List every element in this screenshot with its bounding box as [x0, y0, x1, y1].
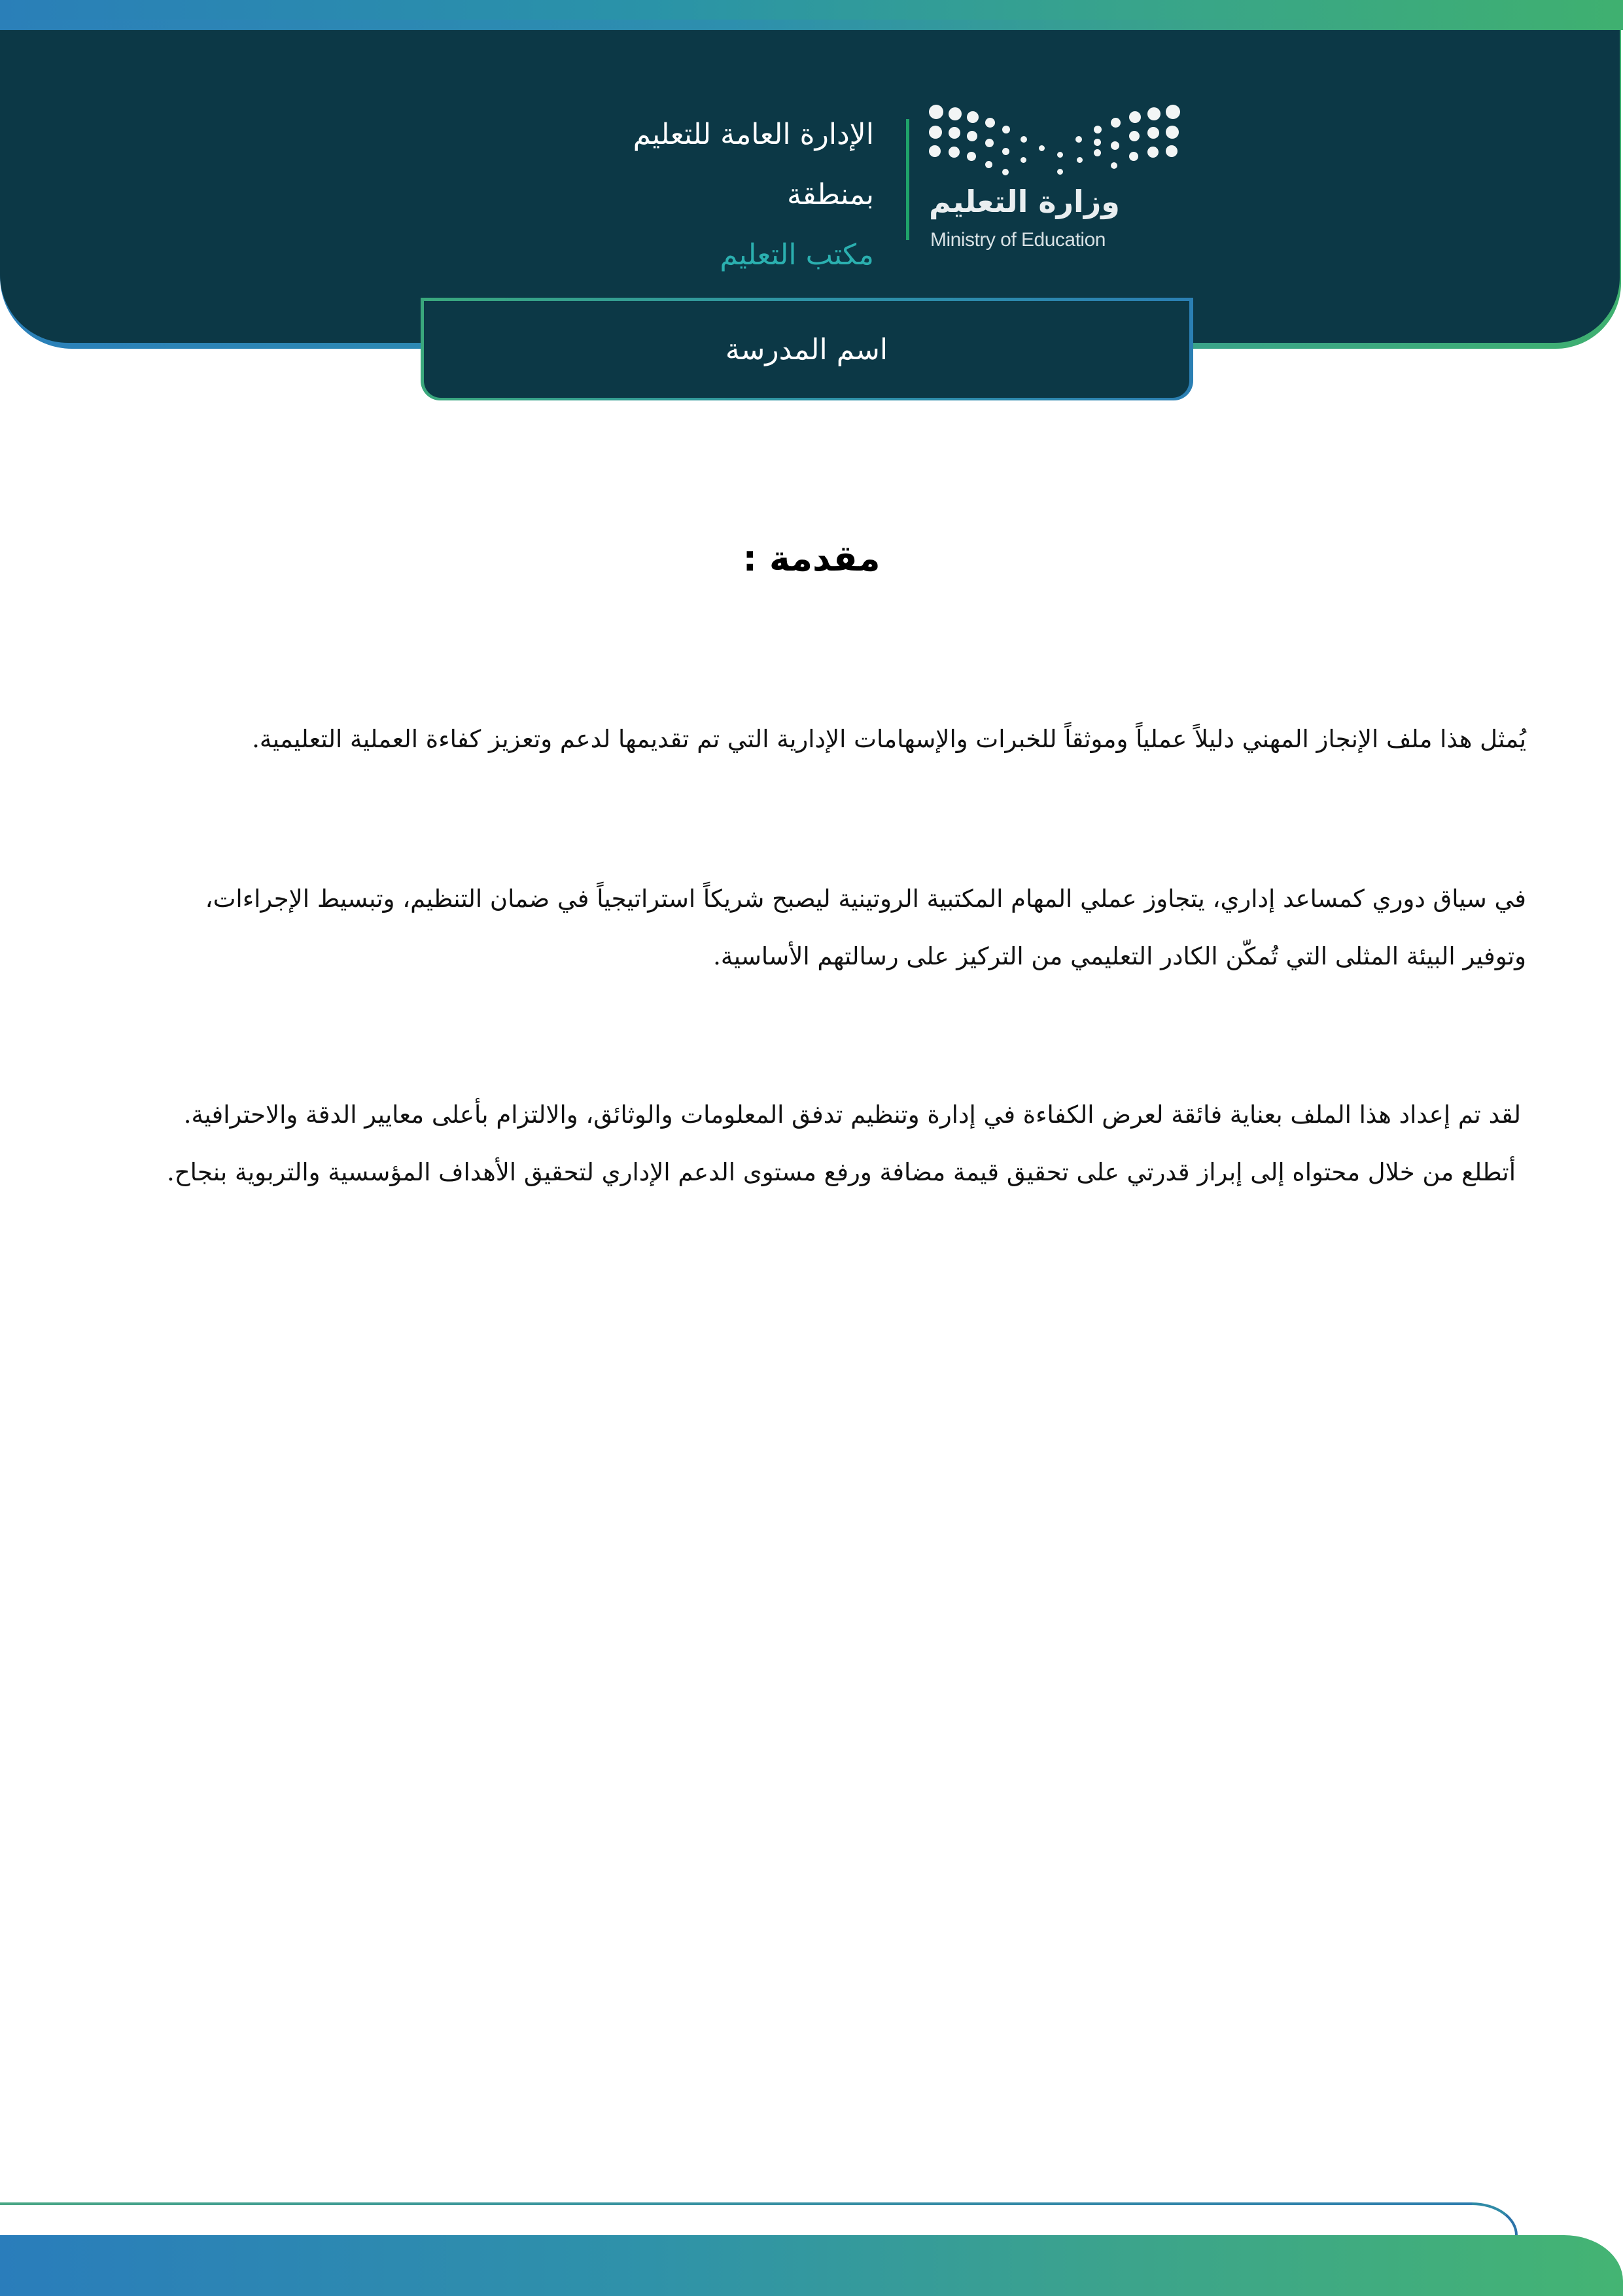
intro-paragraph-2	[87, 870, 1526, 985]
logo-dot	[949, 107, 962, 120]
logo-dot	[1111, 118, 1121, 128]
logo-dot	[967, 152, 976, 161]
logo-dot	[967, 111, 979, 123]
school-name: اسم المدرسة	[725, 332, 888, 366]
logo-dot	[1075, 136, 1082, 143]
logo-dot	[1039, 145, 1045, 151]
general-administration-line: الإدارة العامة للتعليم	[633, 118, 874, 151]
logo-dot	[1094, 126, 1102, 133]
region-line: بمنطقة	[787, 178, 874, 211]
intro-paragraph-1	[87, 711, 1526, 768]
logo-dot	[1057, 152, 1063, 158]
logo-dot	[1111, 162, 1117, 169]
logo-dot	[1094, 149, 1101, 156]
logo-dot	[1021, 136, 1027, 143]
logo-dot	[1077, 157, 1083, 163]
logo-dot	[985, 139, 994, 147]
logo-dot	[985, 161, 992, 168]
logo-dot	[929, 145, 941, 157]
school-name-tab	[424, 301, 1189, 398]
logo-dot	[1166, 126, 1179, 139]
logo-dot	[1147, 127, 1159, 139]
document-title: مقدمة :	[742, 538, 881, 579]
logo-dot	[1166, 105, 1180, 119]
education-office-line: مكتب التعليم	[720, 238, 874, 272]
header-organization-text	[481, 105, 874, 285]
logo-dot	[929, 105, 943, 119]
paragraph-line: وتوفير البيئة المثلى التي تُمكّن الكادر التعليمي من التركيز على رسالتهم الأساسية.	[713, 942, 1526, 970]
logo-dot	[1129, 131, 1140, 141]
logo-dot	[1002, 126, 1010, 133]
logo-dot	[1094, 139, 1101, 146]
paragraph-line: أتطلع من خلال محتواه إلى إبراز قدرتي على تحقيق قيمة مضافة ورفع مستوى الدعم الإداري لتحقيق الأهداف المؤسسية والتربوية بنجاح.	[166, 1158, 1516, 1186]
logo-dot	[1147, 107, 1161, 120]
logo-dot	[1002, 169, 1009, 175]
logo-dot	[949, 127, 960, 139]
logo-dot	[1111, 141, 1119, 150]
logo-dot	[1147, 147, 1159, 158]
logo-dot	[1057, 169, 1063, 175]
logo-arabic-name: وزارة التعليم	[929, 184, 1120, 219]
logo-dot	[1129, 152, 1138, 161]
paragraph-line: يُمثل هذا ملف الإنجاز المهني دليلاً عملياً وموثقاً للخبرات والإسهامات الإدارية التي تم تقديمها لدعم وتعزيز كفاءة العملية التعليمية.	[252, 725, 1526, 753]
logo-dot	[1021, 157, 1026, 163]
footer-thin-line	[0, 2202, 1472, 2205]
logo-english-name: Ministry of Education	[930, 229, 1106, 251]
footer-gradient-bar	[0, 2235, 1623, 2296]
logo-dot	[1166, 145, 1178, 157]
logo-dot	[1129, 111, 1141, 123]
paragraph-line: في سياق دوري كمساعد إداري، يتجاوز عملي المهام المكتبية الروتينية ليصبح شريكاً استراتيجياً في ضمان التنظيم، وتبسيط الإجراءات،	[205, 885, 1526, 913]
paragraph-line: لقد تم إعداد هذا الملف بعناية فائقة لعرض الكفاءة في إدارة وتنظيم تدفق المعلومات والوثائق، والالتزام بأعلى معايير الدقة والاحترافية.	[183, 1101, 1521, 1129]
logo-dot	[929, 126, 942, 139]
logo-dot	[949, 147, 960, 158]
logo-divider	[906, 119, 909, 240]
logo-dot	[985, 118, 995, 128]
logo-dot	[967, 131, 977, 141]
footer-outline-curve	[0, 2202, 1518, 2235]
logo-dot	[1002, 148, 1009, 155]
intro-paragraph-3	[82, 1086, 1521, 1201]
